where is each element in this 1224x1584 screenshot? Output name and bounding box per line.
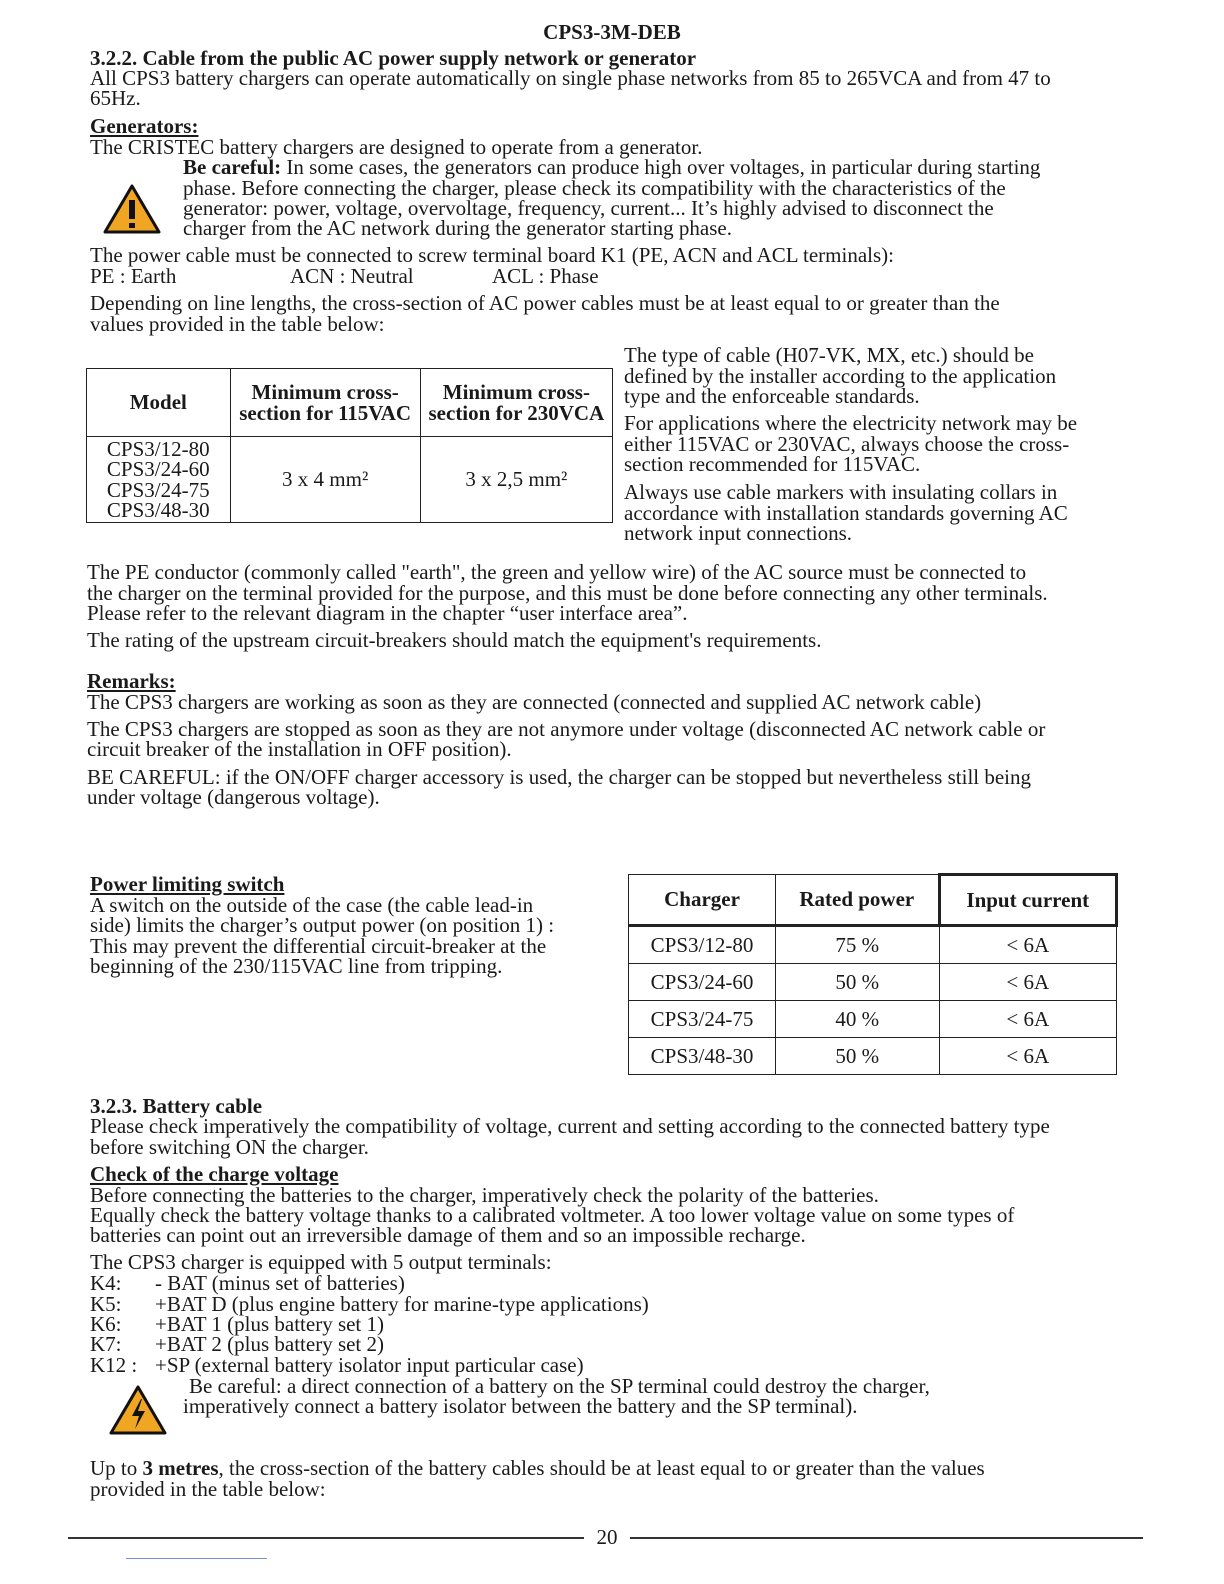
generator-warning-line-3: generator: power, voltage, overvoltage, frequency, current... It’s highly advised to disconnect the: [183, 196, 994, 220]
ac-table-model: CPS3/24-75: [106, 477, 210, 502]
table-row: [629, 1001, 1117, 1038]
ac-table-header-115-line-2: section for 115VAC: [239, 400, 412, 425]
side-note-line: defined by the installer according to the application: [624, 363, 1057, 388]
power-limit-line-2: side) limits the charger’s output power (on position 1) :: [90, 913, 555, 937]
power-table-cell: 50 %: [776, 1038, 939, 1075]
page-number: 20: [596, 1525, 618, 1549]
power-table-cell: < 6A: [939, 1001, 1116, 1038]
remark-2-line-1: The CPS3 chargers are stopped as soon as they are not anymore under voltage (disconnected AC network cable or: [87, 717, 1046, 741]
check-line-1: Before connecting the batteries to the charger, imperatively check the polarity of the batteries.: [90, 1183, 879, 1207]
section-3-2-2-title: 3.2.2. Cable from the public AC power supply network or generator: [90, 46, 697, 70]
pe-para-line-3: Please refer to the relevant diagram in the chapter “user interface area”.: [87, 601, 688, 625]
table-row: [629, 964, 1117, 1001]
power-table-cell: CPS3/24-75: [629, 1001, 776, 1038]
check-voltage-heading: Check of the charge voltage: [90, 1162, 339, 1186]
terminal-k12-label: K12 :: [90, 1353, 138, 1377]
ac-table-model: CPS3/48-30: [106, 498, 210, 522]
battery-line-2: before switching ON the charger.: [90, 1135, 369, 1159]
ac-cable-table: [86, 368, 613, 523]
depending-line-2: values provided in the table below:: [90, 312, 385, 336]
terminal-k12-desc: +SP (external battery isolator input particular case): [155, 1353, 584, 1377]
footer-rule-right: [630, 1537, 1143, 1539]
pe-para-line-1: The PE conductor (commonly called "earth", the green and yellow wire) of the AC source must be connected to: [87, 560, 1027, 584]
side-note-line: Always use cable markers with insulating collars in: [624, 480, 1058, 504]
power-limit-line-3: This may prevent the differential circuit-breaker at the: [90, 934, 547, 958]
intro-line-2: 65Hz.: [90, 86, 141, 110]
footer-link-underline: [126, 1558, 267, 1559]
side-note-line: section recommended for 115VAC.: [624, 452, 921, 476]
ac-table-model: CPS3/24-60: [106, 457, 210, 481]
terminal-k5-desc: +BAT D (plus engine battery for marine-type applications): [155, 1292, 649, 1316]
remark-1: The CPS3 chargers are working as soon as they are connected (connected and supplied AC network cable): [87, 690, 982, 714]
power-table-header-input-current: Input current: [939, 875, 1116, 926]
pe-para-line-4: The rating of the upstream circuit-breakers should match the equipment's requirements.: [87, 628, 822, 652]
acl-phase: ACL : Phase: [492, 264, 599, 288]
terminal-k4-desc: - BAT (minus set of batteries): [155, 1271, 405, 1295]
power-table: [628, 873, 1118, 1075]
terminal-k4-label: K4:: [90, 1271, 122, 1295]
remark-3-line-1: BE CAREFUL: if the ON/OFF charger accessory is used, the charger can be stopped but nevertheless still being: [87, 765, 1032, 789]
be-careful-label: Be careful:: [183, 155, 282, 179]
up-to-line-2: provided in the table below:: [90, 1477, 326, 1501]
terminal-k5-label: K5:: [90, 1292, 122, 1316]
side-note-2: [624, 413, 1077, 475]
acn-neutral: ACN : Neutral: [290, 264, 414, 288]
power-table-cell: 40 %: [776, 1001, 939, 1038]
footer-rule-left: [68, 1537, 584, 1539]
pe-para-line-2: the charger on the terminal provided for the purpose, and this must be done before connecting any other terminals.: [87, 581, 1048, 605]
side-note-line: type and the enforceable standards.: [624, 384, 920, 408]
power-table-cell: < 6A: [939, 964, 1116, 1001]
ac-table-header-model: Model: [87, 369, 231, 437]
check-line-2: Equally check the battery voltage thanks to a calibrated voltmeter. A too lower voltage value on some types of: [90, 1203, 1015, 1227]
power-limit-heading: Power limiting switch: [90, 872, 285, 896]
depending-line-1: Depending on line lengths, the cross-section of AC power cables must be at least equal to or greater than the: [90, 291, 1000, 315]
table-row: [629, 1038, 1117, 1075]
power-limit-line-1: A switch on the outside of the case (the cable lead-in: [90, 893, 534, 917]
ac-table-header-230-line-2: section for 230VCA: [428, 400, 605, 425]
k1-text: The power cable must be connected to screw terminal board K1 (PE, ACN and ACL terminals):: [90, 243, 894, 267]
sp-warning-line-1: Be careful: a direct connection of a battery on the SP terminal could destroy the charger,: [189, 1374, 930, 1398]
power-table-cell: < 6A: [939, 926, 1116, 964]
power-table-header-charger: Charger: [629, 875, 776, 926]
doc-code: CPS3-3M-DEB: [543, 20, 681, 44]
power-table-cell: CPS3/12-80: [629, 926, 776, 964]
section-3-2-3-title: 3.2.3. Battery cable: [90, 1094, 263, 1118]
output-terminals-intro: The CPS3 charger is equipped with 5 output terminals:: [90, 1250, 552, 1274]
ac-table-header-115: [230, 369, 420, 437]
pe-earth: PE : Earth: [90, 264, 177, 288]
ac-table-model: CPS3/12-80: [106, 436, 210, 461]
remark-3-line-2: under voltage (dangerous voltage).: [87, 785, 380, 809]
up-to-line-1: [90, 1458, 985, 1479]
three-metres: 3 metres: [142, 1456, 219, 1480]
table-row: [629, 926, 1117, 964]
side-note-3: [624, 482, 1068, 544]
side-note-1: [624, 345, 1056, 407]
ac-table-value-230: 3 x 2,5 mm²: [420, 437, 612, 523]
power-table-header-rated-power: Rated power: [776, 875, 939, 926]
check-line-3: batteries can point out an irreversible damage of them and so an impossible recharge.: [90, 1223, 806, 1247]
side-note-line: accordance with installation standards governing AC: [624, 500, 1068, 525]
generator-warning-line-4: charger from the AC network during the generator starting phase.: [183, 216, 732, 240]
intro-line-1: All CPS3 battery chargers can operate automatically on single phase networks from 85 to 265VCA and from 47 to: [90, 66, 1051, 90]
sp-warning-line-2: imperatively connect a battery isolator between the battery and the SP terminal).: [183, 1394, 858, 1418]
power-table-cell: 75 %: [776, 926, 939, 964]
generators-text: The CRISTEC battery chargers are designed to operate from a generator.: [90, 135, 703, 159]
power-table-cell: CPS3/48-30: [629, 1038, 776, 1075]
side-note-line: For applications where the electricity network may be: [624, 411, 1078, 435]
ac-table-models-cell: [87, 437, 231, 523]
side-note-line: The type of cable (H07-VK, MX, etc.) should be: [624, 343, 1034, 367]
generator-warning-line-1: [183, 157, 1040, 178]
ac-table-header-115-line-1: Minimum cross-: [251, 380, 399, 404]
generator-warning-line-2: phase. Before connecting the charger, please check its compatibility with the characteristics of the: [183, 176, 1006, 200]
generator-warning-text: In some cases, the generators can produce high over voltages, in particular during starting: [281, 155, 1041, 179]
generators-heading: Generators:: [90, 114, 199, 138]
terminal-k7-desc: +BAT 2 (plus battery set 2): [155, 1332, 385, 1356]
up-to-prefix: Up to: [90, 1456, 143, 1480]
ac-table-value-115: 3 x 4 mm²: [230, 437, 420, 523]
terminal-k6-label: K6:: [90, 1312, 122, 1336]
power-table-cell: < 6A: [939, 1038, 1116, 1075]
up-to-suffix: , the cross-section of the battery cables should be at least equal to or greater than the values: [218, 1456, 985, 1480]
electric-warning-icon: [108, 1384, 168, 1436]
terminal-k7-label: K7:: [90, 1332, 122, 1356]
battery-line-1: Please check imperatively the compatibility of voltage, current and setting according to the connected battery type: [90, 1114, 1050, 1138]
power-limit-line-4: beginning of the 230/115VAC line from tripping.: [90, 954, 503, 978]
remarks-heading: Remarks:: [87, 669, 176, 693]
side-note-line: network input connections.: [624, 521, 853, 545]
power-table-cell: 50 %: [776, 964, 939, 1001]
ac-table-header-230-line-1: Minimum cross-: [442, 380, 590, 404]
power-table-cell: CPS3/24-60: [629, 964, 776, 1001]
warning-icon: [102, 183, 162, 235]
ac-table-header-230: [420, 369, 612, 437]
terminal-k6-desc: +BAT 1 (plus battery set 1): [155, 1312, 385, 1336]
side-note-line: either 115VAC or 230VAC, always choose the cross-: [624, 431, 1070, 456]
remark-2-line-2: circuit breaker of the installation in OFF position).: [87, 737, 512, 761]
